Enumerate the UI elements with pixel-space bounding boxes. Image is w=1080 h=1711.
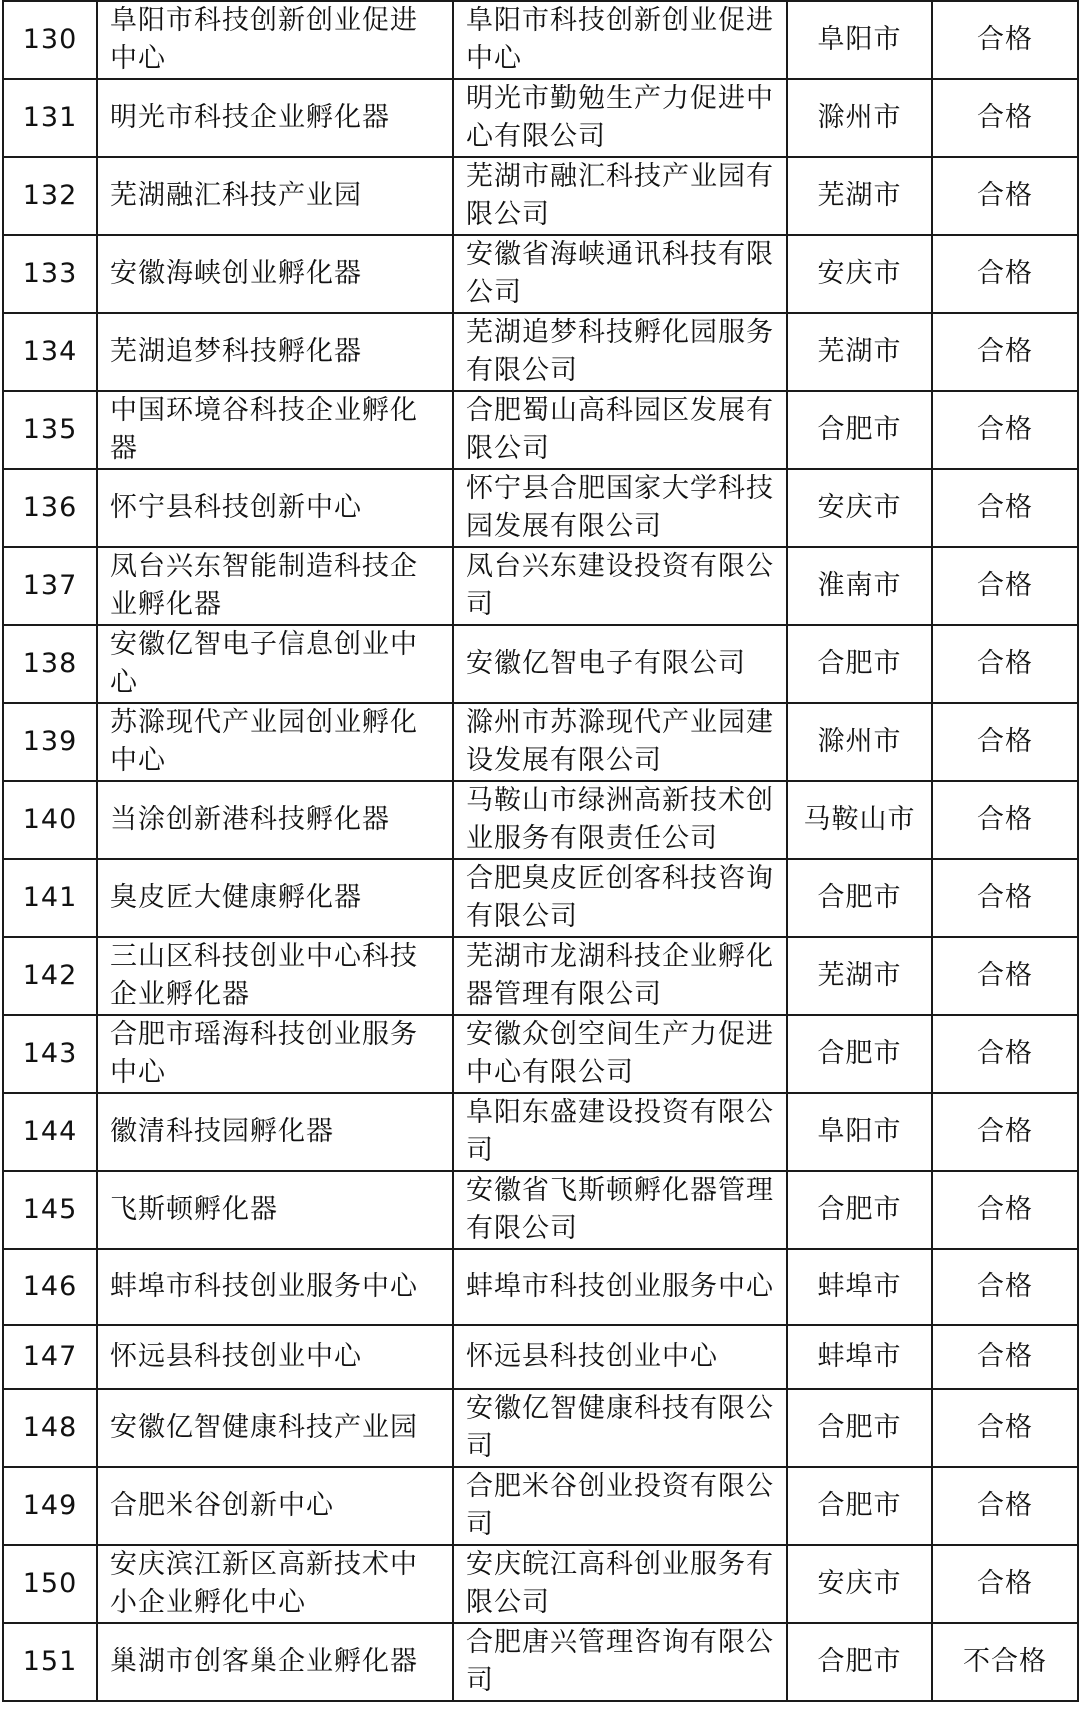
evaluation-result: 合格 (977, 960, 1033, 991)
operating-organization: 芜湖市融汇科技产业园有限公司 (466, 161, 774, 230)
table-row (3, 1171, 1078, 1249)
operating-organization-cell (453, 157, 787, 235)
evaluation-result-cell (932, 1545, 1078, 1623)
incubator-name-cell (97, 391, 453, 469)
operating-organization: 芜湖追梦科技孵化园服务有限公司 (466, 317, 774, 386)
evaluation-result: 合格 (977, 1116, 1033, 1147)
city: 芜湖市 (817, 180, 902, 211)
city-cell (787, 937, 932, 1015)
operating-organization: 阜阳东盛建设投资有限公司 (466, 1097, 774, 1166)
row-number: 131 (22, 102, 78, 133)
evaluation-result: 合格 (977, 570, 1033, 601)
evaluation-result-cell (932, 1467, 1078, 1545)
city-cell (787, 235, 932, 313)
incubator-name: 怀远县科技创业中心 (110, 1340, 362, 1372)
evaluation-result-cell (932, 235, 1078, 313)
row-number-cell (3, 1325, 97, 1389)
operating-organization-cell (453, 1389, 787, 1467)
city-cell (787, 391, 932, 469)
row-number: 143 (22, 1038, 78, 1069)
operating-organization-cell (453, 1467, 787, 1545)
row-number: 149 (22, 1489, 78, 1521)
incubator-name: 中国环境谷科技企业孵化器 (110, 395, 418, 464)
city-cell (787, 1093, 932, 1171)
operating-organization-cell (453, 1623, 787, 1701)
table-row (3, 391, 1078, 469)
row-number: 150 (22, 1567, 78, 1599)
table-row (3, 469, 1078, 547)
city: 芜湖市 (817, 336, 902, 367)
evaluation-result: 合格 (977, 336, 1033, 367)
row-number-cell (3, 1, 97, 79)
city: 阜阳市 (817, 24, 902, 55)
operating-organization-cell (453, 1, 787, 79)
evaluation-result-cell (932, 79, 1078, 157)
table-row (3, 703, 1078, 781)
operating-organization-cell (453, 469, 787, 547)
operating-organization-cell (453, 625, 787, 703)
row-number: 142 (22, 960, 78, 991)
evaluation-result: 合格 (977, 726, 1033, 757)
row-number: 137 (22, 570, 78, 601)
evaluation-result-cell (932, 1389, 1078, 1467)
incubator-name-cell (97, 625, 453, 703)
evaluation-result: 合格 (977, 180, 1033, 211)
city-cell (787, 469, 932, 547)
row-number: 140 (22, 804, 78, 835)
incubator-name: 三山区科技创业中心科技企业孵化器 (110, 941, 418, 1010)
operating-organization-cell (453, 859, 787, 937)
evaluation-result-cell (932, 1093, 1078, 1171)
incubator-name: 凤台兴东智能制造科技企业孵化器 (110, 551, 418, 620)
table-row (3, 313, 1078, 391)
incubator-name-cell (97, 1545, 453, 1623)
city-cell (787, 1, 932, 79)
row-number: 135 (22, 414, 78, 445)
evaluation-result: 合格 (977, 1567, 1033, 1599)
city-cell (787, 547, 932, 625)
incubator-name-cell (97, 1325, 453, 1389)
city: 蚌埠市 (817, 1340, 902, 1372)
incubator-name-cell (97, 859, 453, 937)
table-row (3, 937, 1078, 1015)
incubator-name: 安庆滨江新区高新技术中小企业孵化中心 (110, 1548, 418, 1618)
table-row (3, 235, 1078, 313)
incubator-name-cell (97, 1, 453, 79)
row-number: 144 (22, 1116, 78, 1147)
incubator-name-cell (97, 235, 453, 313)
incubator-name: 合肥米谷创新中心 (110, 1489, 334, 1521)
evaluation-result-cell (932, 469, 1078, 547)
evaluation-result: 合格 (977, 1489, 1033, 1521)
city-cell (787, 1249, 932, 1325)
incubator-name-cell (97, 1389, 453, 1467)
city-cell (787, 1467, 932, 1545)
incubator-name-cell (97, 781, 453, 859)
city: 安庆市 (817, 1567, 902, 1599)
row-number-cell (3, 937, 97, 1015)
operating-organization-cell (453, 1093, 787, 1171)
evaluation-result: 合格 (977, 648, 1033, 679)
evaluation-result-cell (932, 859, 1078, 937)
row-number-cell (3, 1093, 97, 1171)
row-number-cell (3, 859, 97, 937)
operating-organization: 安徽省海峡通讯科技有限公司 (466, 239, 774, 308)
row-number-cell (3, 1467, 97, 1545)
city: 安庆市 (817, 258, 902, 289)
row-number-cell (3, 1545, 97, 1623)
row-number: 141 (22, 882, 78, 913)
incubator-name-cell (97, 469, 453, 547)
evaluation-result-cell (932, 703, 1078, 781)
row-number: 147 (22, 1340, 78, 1372)
operating-organization-cell (453, 1249, 787, 1325)
operating-organization: 安徽众创空间生产力促进中心有限公司 (466, 1019, 774, 1088)
city: 淮南市 (817, 570, 902, 601)
row-number-cell (3, 1623, 97, 1701)
evaluation-result: 合格 (977, 258, 1033, 289)
evaluation-result: 合格 (977, 804, 1033, 835)
operating-organization-cell (453, 781, 787, 859)
table-row (3, 1467, 1078, 1545)
row-number-cell (3, 703, 97, 781)
row-number-cell (3, 235, 97, 313)
row-number: 136 (22, 492, 78, 523)
row-number-cell (3, 625, 97, 703)
table-row (3, 79, 1078, 157)
row-number-cell (3, 547, 97, 625)
city-cell (787, 157, 932, 235)
city: 滁州市 (817, 726, 902, 757)
evaluation-result: 合格 (977, 414, 1033, 445)
incubator-name: 阜阳市科技创新创业促进中心 (110, 5, 418, 74)
row-number: 130 (22, 24, 78, 55)
table-row (3, 1545, 1078, 1623)
city-cell (787, 1015, 932, 1093)
city-cell (787, 781, 932, 859)
incubator-name-cell (97, 1093, 453, 1171)
row-number-cell (3, 1389, 97, 1467)
incubator-name: 芜湖融汇科技产业园 (110, 180, 362, 211)
table-body (3, 1, 1078, 1701)
incubator-name-cell (97, 313, 453, 391)
operating-organization: 阜阳市科技创新创业促进中心 (466, 5, 774, 74)
city: 合肥市 (817, 882, 902, 913)
evaluation-result-cell (932, 391, 1078, 469)
operating-organization-cell (453, 79, 787, 157)
operating-organization-cell (453, 1325, 787, 1389)
evaluation-result: 合格 (977, 24, 1033, 55)
city: 合肥市 (817, 1489, 902, 1521)
city: 滁州市 (817, 102, 902, 133)
incubator-name: 安徽亿智电子信息创业中心 (110, 629, 418, 698)
operating-organization: 芜湖市龙湖科技企业孵化器管理有限公司 (466, 941, 774, 1010)
incubator-name: 飞斯顿孵化器 (110, 1194, 278, 1225)
row-number: 134 (22, 336, 78, 367)
city: 合肥市 (817, 1411, 902, 1443)
row-number: 146 (22, 1270, 78, 1302)
operating-organization: 安徽省飞斯顿孵化器管理有限公司 (466, 1175, 774, 1244)
incubator-name-cell (97, 1171, 453, 1249)
table-row (3, 547, 1078, 625)
row-number-cell (3, 1171, 97, 1249)
operating-organization: 怀远县科技创业中心 (466, 1340, 718, 1372)
city: 马鞍山市 (803, 804, 916, 835)
incubator-name: 蚌埠市科技创业服务中心 (110, 1270, 418, 1302)
row-number-cell (3, 157, 97, 235)
operating-organization-cell (453, 1545, 787, 1623)
row-number-cell (3, 79, 97, 157)
operating-organization: 安徽亿智电子有限公司 (466, 648, 746, 679)
operating-organization: 蚌埠市科技创业服务中心 (466, 1270, 774, 1302)
evaluation-result-cell (932, 1015, 1078, 1093)
incubator-name-cell (97, 157, 453, 235)
table-row (3, 781, 1078, 859)
row-number-cell (3, 391, 97, 469)
city: 合肥市 (817, 1645, 902, 1677)
operating-organization: 合肥米谷创业投资有限公司 (466, 1470, 774, 1540)
evaluation-result: 合格 (977, 1340, 1033, 1372)
city-cell (787, 703, 932, 781)
incubator-name: 怀宁县科技创新中心 (110, 492, 362, 523)
operating-organization-cell (453, 313, 787, 391)
evaluation-result: 合格 (977, 492, 1033, 523)
incubator-name-cell (97, 547, 453, 625)
evaluation-result: 合格 (977, 1270, 1033, 1302)
incubator-name: 安徽海峡创业孵化器 (110, 258, 362, 289)
city-cell (787, 859, 932, 937)
evaluation-result: 合格 (977, 882, 1033, 913)
operating-organization-cell (453, 1171, 787, 1249)
city: 蚌埠市 (817, 1270, 902, 1302)
city-cell (787, 625, 932, 703)
row-number-cell (3, 1015, 97, 1093)
operating-organization-cell (453, 937, 787, 1015)
table-row (3, 859, 1078, 937)
row-number: 139 (22, 726, 78, 757)
row-number: 148 (22, 1411, 78, 1443)
evaluation-result: 合格 (977, 1194, 1033, 1225)
city: 合肥市 (817, 648, 902, 679)
evaluation-result-cell (932, 937, 1078, 1015)
operating-organization: 怀宁县合肥国家大学科技园发展有限公司 (466, 473, 774, 542)
operating-organization: 安徽亿智健康科技有限公司 (466, 1392, 774, 1462)
city: 合肥市 (817, 1038, 902, 1069)
evaluation-result: 合格 (977, 1038, 1033, 1069)
city-cell (787, 1545, 932, 1623)
city-cell (787, 313, 932, 391)
evaluation-result-cell (932, 781, 1078, 859)
incubator-name-cell (97, 937, 453, 1015)
city-cell (787, 79, 932, 157)
row-number: 138 (22, 648, 78, 679)
incubator-name-cell (97, 79, 453, 157)
operating-organization: 安庆皖江高科创业服务有限公司 (466, 1548, 774, 1618)
table-row (3, 157, 1078, 235)
city-cell (787, 1325, 932, 1389)
evaluation-result-cell (932, 1, 1078, 79)
row-number: 132 (22, 180, 78, 211)
row-number: 133 (22, 258, 78, 289)
incubator-name-cell (97, 703, 453, 781)
operating-organization: 明光市勤勉生产力促进中心有限公司 (466, 83, 774, 152)
operating-organization-cell (453, 547, 787, 625)
evaluation-result: 合格 (977, 102, 1033, 133)
incubator-name: 安徽亿智健康科技产业园 (110, 1411, 418, 1443)
incubator-name: 明光市科技企业孵化器 (110, 102, 390, 133)
table-row (3, 1623, 1078, 1701)
operating-organization-cell (453, 235, 787, 313)
evaluation-result-cell (932, 1623, 1078, 1701)
table-row (3, 1389, 1078, 1467)
incubator-name: 合肥市瑶海科技创业服务中心 (110, 1019, 418, 1088)
evaluation-result: 不合格 (963, 1645, 1047, 1677)
row-number-cell (3, 469, 97, 547)
operating-organization: 合肥唐兴管理咨询有限公司 (466, 1626, 774, 1696)
evaluation-result-cell (932, 1171, 1078, 1249)
row-number-cell (3, 313, 97, 391)
city: 合肥市 (817, 1194, 902, 1225)
table-row (3, 1015, 1078, 1093)
row-number-cell (3, 1249, 97, 1325)
table-row (3, 1, 1078, 79)
operating-organization-cell (453, 1015, 787, 1093)
row-number-cell (3, 781, 97, 859)
row-number: 145 (22, 1194, 78, 1225)
evaluation-result-cell (932, 313, 1078, 391)
row-number: 151 (22, 1645, 78, 1677)
incubator-name: 苏滁现代产业园创业孵化中心 (110, 707, 418, 776)
table-row (3, 1093, 1078, 1171)
operating-organization: 凤台兴东建设投资有限公司 (466, 551, 774, 620)
evaluation-result-cell (932, 1249, 1078, 1325)
evaluation-result-cell (932, 547, 1078, 625)
city-cell (787, 1623, 932, 1701)
incubator-name: 芜湖追梦科技孵化器 (110, 336, 362, 367)
evaluation-result-cell (932, 157, 1078, 235)
operating-organization-cell (453, 391, 787, 469)
operating-organization: 马鞍山市绿洲高新技术创业服务有限责任公司 (466, 785, 774, 854)
incubator-name-cell (97, 1015, 453, 1093)
city: 阜阳市 (817, 1116, 902, 1147)
incubator-evaluation-table (2, 0, 1079, 1702)
table-row (3, 625, 1078, 703)
incubator-name-cell (97, 1467, 453, 1545)
evaluation-result-cell (932, 1325, 1078, 1389)
operating-organization: 合肥臭皮匠创客科技咨询有限公司 (466, 863, 774, 932)
operating-organization: 合肥蜀山高科园区发展有限公司 (466, 395, 774, 464)
incubator-name: 臭皮匠大健康孵化器 (110, 882, 362, 913)
evaluation-result-cell (932, 625, 1078, 703)
incubator-name: 当涂创新港科技孵化器 (110, 804, 390, 835)
city-cell (787, 1389, 932, 1467)
table-row (3, 1325, 1078, 1389)
city: 合肥市 (817, 414, 902, 445)
city: 安庆市 (817, 492, 902, 523)
incubator-name: 徽清科技园孵化器 (110, 1116, 334, 1147)
city-cell (787, 1171, 932, 1249)
incubator-name: 巢湖市创客巢企业孵化器 (110, 1645, 418, 1677)
operating-organization: 滁州市苏滁现代产业园建设发展有限公司 (466, 707, 774, 776)
city: 芜湖市 (817, 960, 902, 991)
evaluation-result: 合格 (977, 1411, 1033, 1443)
operating-organization-cell (453, 703, 787, 781)
table-row (3, 1249, 1078, 1325)
incubator-name-cell (97, 1249, 453, 1325)
incubator-name-cell (97, 1623, 453, 1701)
